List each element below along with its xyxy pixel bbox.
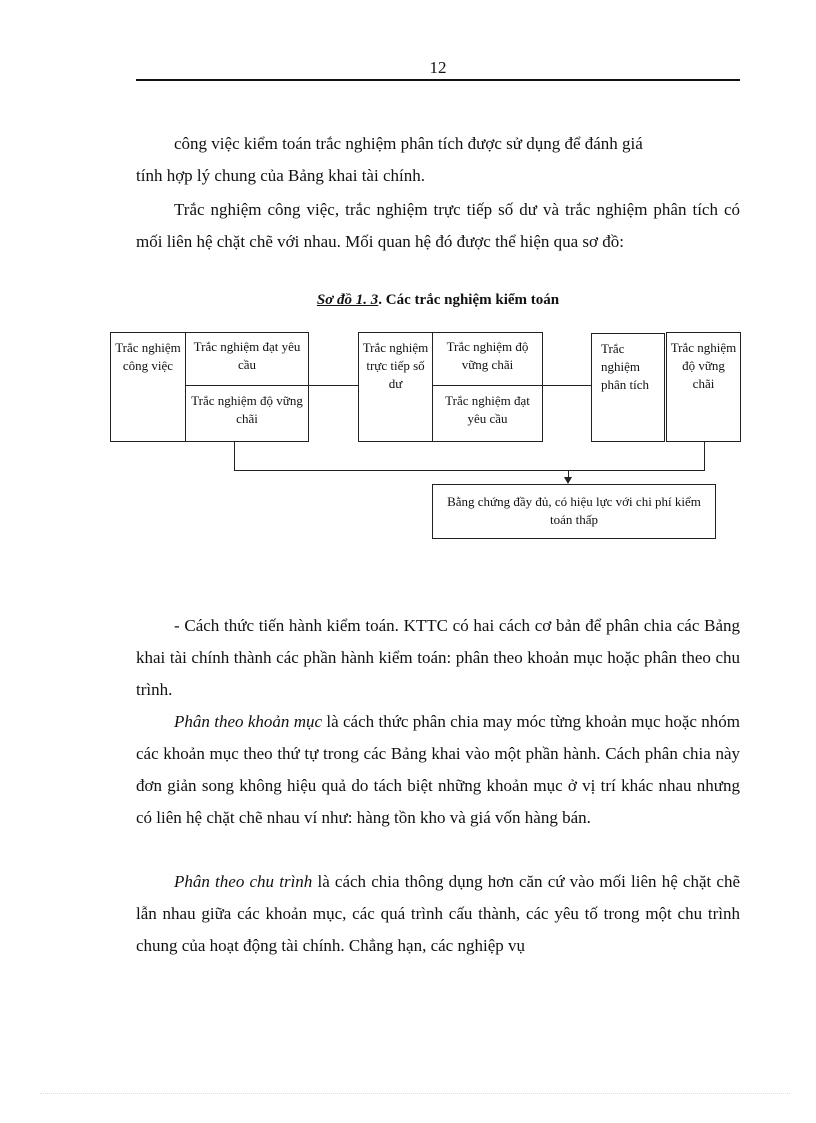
box-balance-test-label: Trắc nghiệm trực tiếp số dư [362,340,429,391]
paragraph-3-text: - Cách thức tiến hành kiểm toán. KTTC có hai cách cơ bản để phân chia các Bảng khai tài chính thành các phần hành kiểm toán: phân theo khoản mục hoặc phân theo chu trình. [136,616,740,699]
caption-separator: . [378,292,383,308]
paragraph-2-text: Trắc nghiệm công việc, trắc nghiệm trực tiếp số dư và trắc nghiệm phân tích có mối liên hệ chặt chẽ với nhau. Mối quan hệ đó được thể hiện qua sơ đồ: [136,200,740,251]
paragraph-1-text-a: công việc kiểm toán trắc nghiệm phân tích được sử dụng để đánh giá [174,134,643,153]
arrow-down-icon [564,477,572,484]
paragraph-4-text: là cách thức phân chia may móc từng khoản mục hoặc nhóm các khoản mục theo thứ tự trong các Bảng khai vào một phần hành. Cách phân chia này đơn giản song không hiệu quả do tách biệt những khoản mục ở vị trí khác nhau nhưng có liên hệ chặt chẽ nhau ví như: hàng tồn kho và giá vốn hàng bán. [136,712,740,827]
connector-bottom [234,470,705,471]
header-rule [136,79,740,81]
paragraph-5-text: là cách chia thông dụng hơn căn cứ vào mối liên hệ chặt chẽ lẫn nhau giữa các khoản mục, các quá trình cấu thành, các yêu tố trong một chu trình chung của hoạt động tài chính. Chẳng hạn, các nghiệp vụ [136,872,740,955]
caption-title: Các trắc nghiệm kiểm toán [382,292,560,308]
box-analytical-test [591,333,665,442]
box-balance-test [358,332,433,442]
box-substantive-side [666,332,741,442]
box-result-label: Bằng chứng đầy đủ, có hiệu lực với chi phí kiểm toán thấp [447,494,701,527]
cell-substantive-test-1: Trắc nghiệm độ vững chãi [191,393,303,426]
paragraph-5 [136,866,740,962]
paragraph-2 [136,194,740,258]
cell-substantive-test-2: Trắc nghiệm độ vững chãi [446,339,529,372]
box-analytical-test-label: Trắc nghiệm phân tích [601,341,650,392]
paragraph-4 [136,706,740,834]
connector-2-3 [543,385,591,386]
cell-compliance-test-2: Trắc nghiệm đạt yêu cầu [445,393,530,426]
diagram-caption [136,292,740,309]
connector-down-right [704,442,705,470]
box-work-test-label: Trắc nghiệm công việc [115,340,181,373]
box-result [432,484,716,539]
divider-2 [432,385,543,386]
paragraph-4-term: Phân theo khoản mục [174,712,323,731]
cell-compliance-test-1: Trắc nghiệm đạt yêu cầu [193,339,301,372]
paragraph-5-term: Phân theo chu trình [174,872,313,891]
paragraph-1-text-b: tính hợp lý chung của Bảng khai tài chính. [136,166,425,185]
page-number: 12 [429,58,447,77]
box-work-test [110,332,186,442]
paragraph-3 [136,610,740,706]
paragraph-1-line-2 [136,160,740,192]
connector-down-left [234,442,235,470]
box-substantive-side-label: Trắc nghiệm độ vững chãi [670,340,737,391]
bottom-edge [40,1093,790,1094]
caption-reference: Sơ đồ 1. 3 [316,292,379,308]
divider-1 [185,385,309,386]
paragraph-1-line-1 [136,128,740,160]
connector-1-2 [309,385,358,386]
